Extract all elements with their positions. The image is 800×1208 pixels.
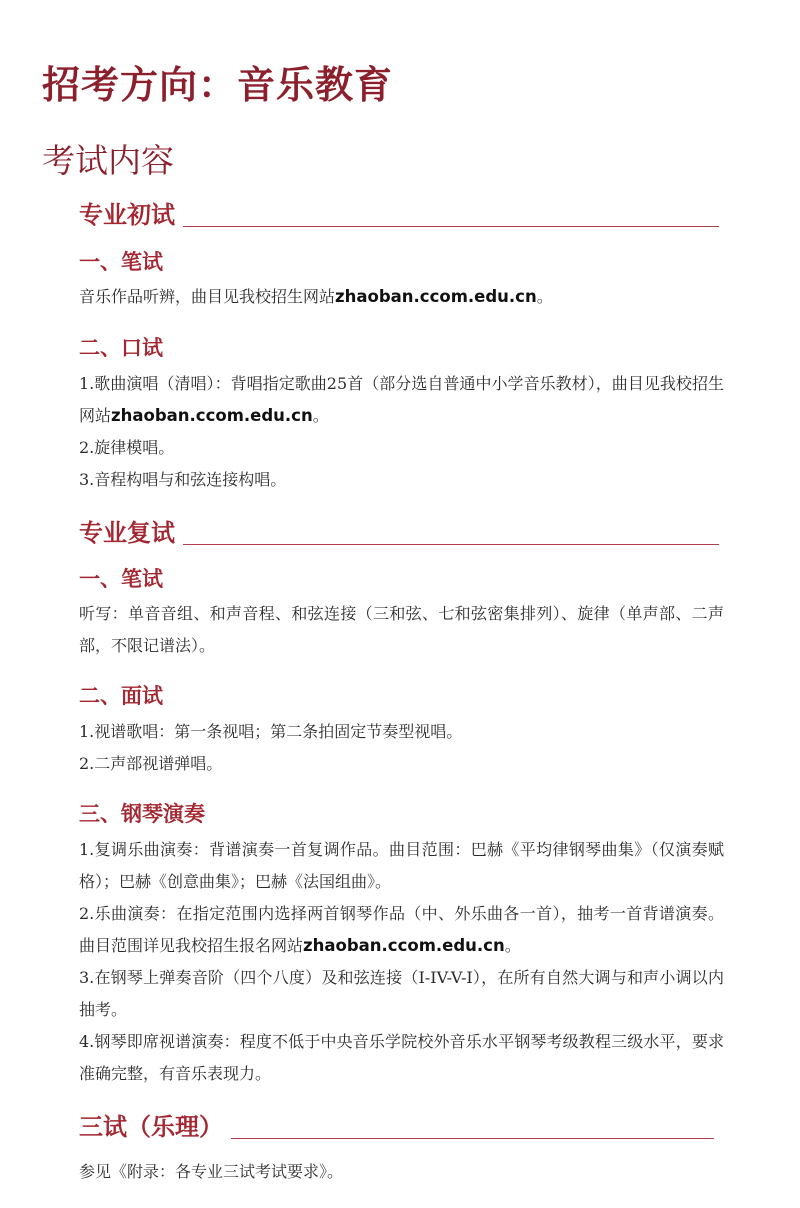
page-title: 招考方向：音乐教育 [42, 63, 394, 107]
paragraph: 3.在钢琴上弹奏音阶（四个八度）及和弦连接（I-IV-V-I），在所有自然大调与和声小调以内抽考。 [79, 968, 724, 1019]
paragraph-text: 。 [312, 406, 329, 425]
section-heading-preliminary [79, 200, 719, 230]
section-heading-third-test [79, 1112, 714, 1142]
paragraph: 听写：单音音组、和声音程、和弦连接（三和弦、七和弦密集排列）、旋律（单声部、二声部，不限记谱法）。 [79, 604, 724, 655]
paragraph [79, 368, 724, 432]
paragraph-text: 。 [536, 287, 553, 306]
section-label: 专业初试 [79, 201, 175, 229]
section-divider [183, 544, 719, 545]
paragraph-text: 。 [504, 936, 521, 955]
paragraph: 1.视谱歌唱：第一条视唱；第二条拍固定节奏型视唱。 [79, 722, 463, 741]
page-subtitle: 考试内容 [42, 141, 174, 180]
section-divider [183, 226, 719, 227]
website-link[interactable]: zhaoban.ccom.edu.cn [303, 936, 505, 955]
paragraph: 4.钢琴即席视谱演奏：程度不低于中央音乐学院校外音乐水平钢琴考级教程三级水平，要求准确完整，有音乐表现力。 [79, 1032, 724, 1083]
website-link[interactable]: zhaoban.ccom.edu.cn [111, 406, 313, 425]
paragraph-text: 音乐作品听辨，曲目见我校招生网站 [79, 287, 336, 306]
paragraph-text: 1.歌曲演唱（清唱）：背唱指定歌曲25首（部分选自普通中小学音乐教材），曲目见我校招生网站 [79, 374, 724, 425]
paragraph: 1.复调乐曲演奏：背谱演奏一首复调作品。曲目范围：巴赫《平均律钢琴曲集》（仅演奏赋格）；巴赫《创意曲集》；巴赫《法国组曲》。 [79, 840, 724, 891]
subheading-interview: 二、面试 [79, 684, 163, 708]
subheading-oral-test: 二、口试 [79, 336, 163, 360]
subheading-written-test: 一、笔试 [79, 250, 163, 274]
subheading-piano-performance: 三、钢琴演奏 [79, 802, 205, 826]
paragraph [79, 898, 724, 962]
section-heading-retest [79, 518, 719, 548]
paragraph: 2.旋律模唱。 [79, 438, 175, 457]
section-label: 专业复试 [79, 519, 175, 547]
paragraph-text: 2.乐曲演奏：在指定范围内选择两首钢琴作品（中、外乐曲各一首），抽考一首背谱演奏。曲目范围详见我校招生报名网站 [79, 904, 724, 955]
section-label: 三试（乐理） [79, 1113, 223, 1141]
paragraph: 参见《附录：各专业三试考试要求》。 [79, 1162, 344, 1181]
paragraph: 3.音程构唱与和弦连接构唱。 [79, 470, 287, 489]
section-divider [231, 1138, 714, 1139]
subheading-written-test: 一、笔试 [79, 567, 163, 591]
paragraph [79, 281, 724, 313]
website-link[interactable]: zhaoban.ccom.edu.cn [335, 287, 537, 306]
paragraph: 2.二声部视谱弹唱。 [79, 754, 223, 773]
